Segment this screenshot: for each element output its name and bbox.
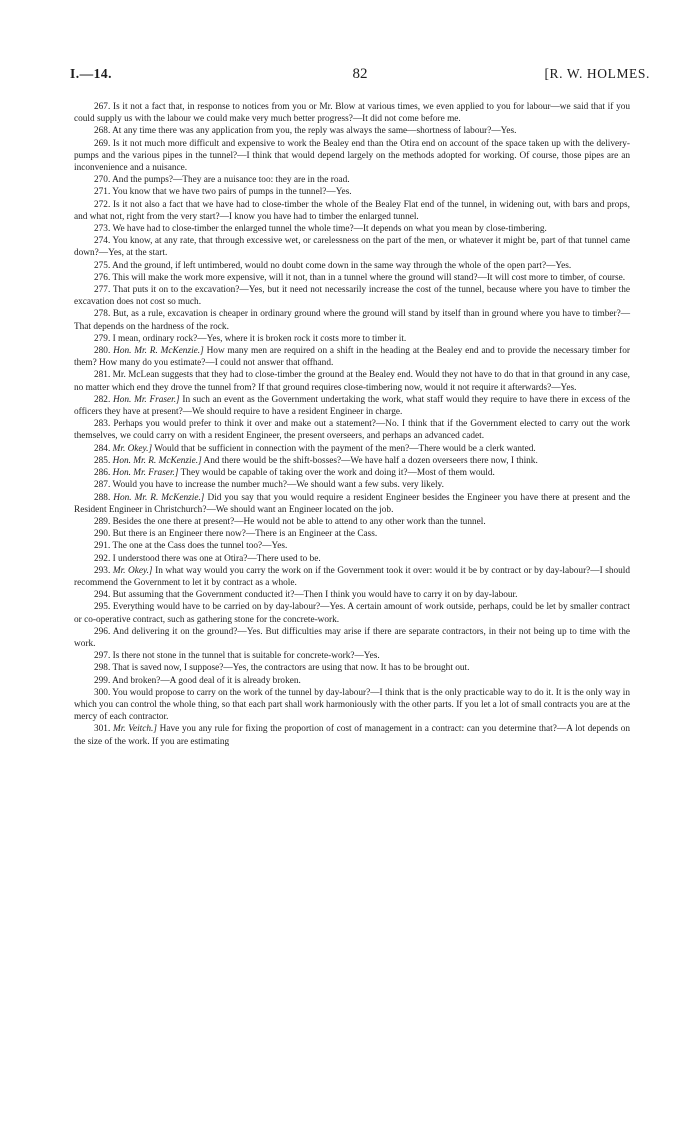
question-number: 271. (94, 187, 111, 198)
question-answer-paragraph (74, 492, 630, 516)
question-number: 295. (94, 602, 111, 613)
question-answer-paragraph (74, 516, 630, 528)
paragraph-text: In what way would you carry the work on if the Government took it over: would it be by contract or by day-labour?—I should recommend the Government to let it by contract as a whole. (74, 565, 631, 588)
question-number: 297. (94, 651, 111, 662)
question-answer-paragraph (74, 223, 630, 235)
question-number: 292. (94, 553, 111, 564)
question-number: 284. (94, 443, 111, 454)
question-answer-paragraph (74, 394, 630, 418)
paragraph-text: I understood there was one at Otira?—There used to be. (112, 553, 321, 564)
question-answer-paragraph (74, 125, 630, 137)
paragraph-text: Besides the one there at present?—He would not be able to attend to any other work than the tunnel. (112, 516, 486, 527)
question-number: 286. (94, 468, 111, 479)
question-number: 294. (94, 590, 111, 601)
question-number: 268. (94, 126, 111, 137)
question-number: 269. (94, 138, 111, 149)
question-number: 288. (94, 492, 111, 503)
question-answer-paragraph (74, 589, 630, 601)
question-number: 298. (94, 663, 111, 674)
speaker-name: Mr. Veitch.] (112, 724, 157, 735)
question-number: 277. (94, 285, 111, 296)
question-number: 278. (94, 309, 111, 320)
paragraph-text: Everything would have to be carried on by day-labour?—Yes. A certain amount of work outside, perhaps, could be let by smaller contract or co-operative contract, such as gathering stone for the concrete-work. (74, 602, 630, 625)
page-number: 82 (352, 66, 368, 82)
question-number: 289. (94, 516, 111, 527)
paragraph-text: I mean, ordinary rock?—Yes, where it is broken rock it costs more to timber it. (112, 333, 407, 344)
question-answer-paragraph (74, 174, 630, 186)
question-number: 290. (94, 529, 111, 540)
paragraph-text: And there would be the shift-bosses?—We have half a dozen overseers there now, I think. (203, 455, 538, 466)
question-number: 300. (94, 687, 111, 698)
speaker-name: Hon. Mr. R. McKenzie.] (113, 346, 204, 357)
paragraph-text: And the pumps?—They are a nuisance too: they are in the road. (112, 175, 350, 186)
question-number: 270. (94, 175, 111, 186)
paragraph-text: You know, at any rate, that through excessive wet, or carelessness on the part of the men, or whatever it might be, part of that tunnel came down?—Yes, at the start. (74, 236, 630, 259)
paragraph-text: In such an event as the Government undertaking the work, what staff would they require to have there in excess of the officers they have at present?—We should require to have a resident Engineer in charge. (74, 394, 631, 418)
speaker-name: Hon. Mr. Fraser.] (112, 468, 179, 479)
question-answer-paragraph (74, 443, 630, 455)
question-answer-paragraph (74, 272, 630, 284)
paragraph-text: At any time there was any application from you, the reply was always the same—shortness of labour?—Yes. (112, 126, 517, 137)
paragraph-text: But assuming that the Government conducted it?—Then I think you would have to carry it on by day-labour. (112, 590, 518, 601)
question-answer-paragraph (74, 260, 630, 272)
question-answer-paragraph (74, 723, 630, 747)
question-answer-paragraph (74, 565, 630, 589)
question-number: 299. (94, 675, 111, 686)
paragraph-text: Mr. McLean suggests that they had to close-timber the ground at the Bealey end. Would they not have to do that in that ground in any case, no matter which end they drove the tunnel from? If that ground requires close-timbering now, would it not require it afterwards?—Yes. (74, 370, 631, 393)
question-answer-paragraph (74, 528, 630, 540)
question-answer-paragraph (74, 333, 630, 345)
paragraph-text: How many men are required on a shift in the heading at the Bealey end and to provide the necessary timber for them? How many do you estimate?—I could not answer that offhand. (74, 346, 631, 369)
question-number: 282. (94, 394, 111, 405)
question-number: 273. (94, 224, 111, 235)
speaker-name: Hon. Mr. R. McKenzie.] (112, 455, 202, 466)
paragraph-text: Would you have to increase the number much?—We should want a few subs. very likely. (112, 480, 444, 491)
question-number: 285. (94, 455, 111, 466)
speaker-name: Mr. Okey.] (112, 443, 153, 454)
question-answer-paragraph (74, 455, 630, 467)
question-answer-paragraph (74, 467, 630, 479)
document-reference: I.—14. (70, 66, 113, 81)
paragraph-text: This will make the work more expensive, will it not, than in a tunnel where the ground will stand?—It will cost more to timber, of course. (112, 272, 626, 283)
paragraph-text: We have had to close-timber the enlarged tunnel the whole time?—It depends on what you mean by close-timbering. (112, 224, 547, 235)
question-answer-paragraph (74, 101, 630, 125)
page-header (70, 66, 650, 86)
paragraph-text: Is it not a fact that, in response to notices from you or Mr. Blow at various times, we even applied to you for labour—we said that if you could supply us with the labour we could make very much better progress?—It did not come before me. (74, 102, 631, 125)
testimony-text (74, 101, 630, 748)
paragraph-text: Perhaps you would prefer to think it over and make out a statement?—No. I think that if the Government elected to carry out the work themselves, we could carry on with a resident Engineer, the present overseers, and perhaps an advanced cadet. (74, 419, 631, 442)
question-number: 267. (94, 102, 111, 112)
question-number: 281. (94, 370, 111, 381)
question-answer-paragraph (74, 553, 630, 565)
question-number: 293. (94, 565, 111, 576)
question-answer-paragraph (74, 687, 630, 724)
question-number: 276. (94, 272, 111, 283)
question-answer-paragraph (74, 601, 630, 625)
question-answer-paragraph (74, 235, 630, 259)
paragraph-text: They would be capable of taking over the work and doing it?—Most of them would. (180, 468, 495, 479)
paragraph-text: And the ground, if left untimbered, would no doubt come down in the same way through the whole of the open part?—Yes. (112, 260, 572, 271)
paragraph-text: That is saved now, I suppose?—Yes, the contractors are using that now. It has to be brought out. (112, 663, 470, 674)
paragraph-text: Is it not much more difficult and expensive to work the Bealey end than the Otira end on account of the space taken up with the delivery-pumps and the various pipes in the tunnel?—I think that would depend largely on the methods adopted for working. Of course, those pipes are an inconvenience and a nuisance. (74, 138, 631, 174)
question-answer-paragraph (74, 662, 630, 674)
witness-name: [R. W. HOLMES. (544, 66, 650, 81)
question-answer-paragraph (74, 138, 630, 175)
paragraph-text: You know that we have two pairs of pumps in the tunnel?—Yes. (112, 187, 352, 198)
question-number: 279. (94, 333, 111, 344)
paragraph-text: And broken?—A good deal of it is already broken. (112, 675, 301, 686)
paragraph-text: You would propose to carry on the work of the tunnel by day-labour?—I think that is the only practicable way to do it. It is the only way in which you can control the whole thing, so that each part shall work harmoniously with the other parts. If you let a lot of small contracts you are at the mercy of each contractor. (74, 687, 630, 723)
question-answer-paragraph (74, 308, 630, 332)
question-number: 287. (94, 480, 111, 491)
paragraph-text: Is there not stone in the tunnel that is suitable for concrete-work?—Yes. (112, 651, 380, 662)
question-answer-paragraph (74, 540, 630, 552)
question-answer-paragraph (74, 284, 630, 308)
question-answer-paragraph (74, 626, 630, 650)
question-answer-paragraph (74, 418, 630, 442)
question-number: 283. (94, 419, 111, 430)
speaker-name: Hon. Mr. Fraser.] (113, 394, 180, 405)
paragraph-text: Have you any rule for fixing the proportion of cost of management in a contract: can you determine that?—A lot depends on the size of the work. If you are estimating (74, 724, 631, 747)
paragraph-text: But, as a rule, excavation is cheaper in ordinary ground where the ground will stand by itself than in ground where you have to timber?—That depends on the hardness of the rock. (74, 309, 631, 332)
question-answer-paragraph (74, 479, 630, 491)
paragraph-text: The one at the Cass does the tunnel too?—Yes. (112, 541, 288, 552)
paragraph-text: And delivering it on the ground?—Yes. But difficulties may arise if there are separate contractors, in their not being up to time with the work. (74, 626, 630, 649)
speaker-name: Mr. Okey.] (112, 565, 153, 576)
question-answer-paragraph (74, 199, 630, 223)
paragraph-text: Did you say that you would require a resident Engineer besides the Engineer you have there at present and the Resident Engineer in Christchurch?—We should want an Engineer located on the job. (74, 492, 631, 515)
paragraph-text: But there is an Engineer there now?—There is an Engineer at the Cass. (112, 529, 378, 540)
question-number: 296. (94, 626, 111, 637)
question-answer-paragraph (74, 186, 630, 198)
question-number: 291. (94, 541, 111, 552)
paragraph-text: That puts it on to the excavation?—Yes, but it need not necessarily increase the cost of the tunnel, because where you have to timber the excavation does not cost so much. (74, 285, 630, 308)
speaker-name: Hon. Mr. R. McKenzie.] (113, 492, 205, 503)
question-answer-paragraph (74, 345, 630, 369)
paragraph-text: Would that be sufficient in connection with the payment of the men?—There would be a clerk wanted. (154, 443, 536, 454)
question-answer-paragraph (74, 650, 630, 662)
question-number: 275. (94, 260, 111, 271)
question-number: 280. (94, 346, 111, 357)
paragraph-text: Is it not also a fact that we have had to close-timber the whole of the Bealey Flat end of the tunnel, in widening out, with bars and props, and what not, right from the very start?—I know you have had to timber the enlarged tunnel. (74, 199, 630, 222)
question-number: 301. (94, 724, 111, 735)
question-number: 274. (94, 236, 111, 247)
question-answer-paragraph (74, 675, 630, 687)
question-answer-paragraph (74, 369, 630, 393)
question-number: 272. (94, 199, 111, 210)
